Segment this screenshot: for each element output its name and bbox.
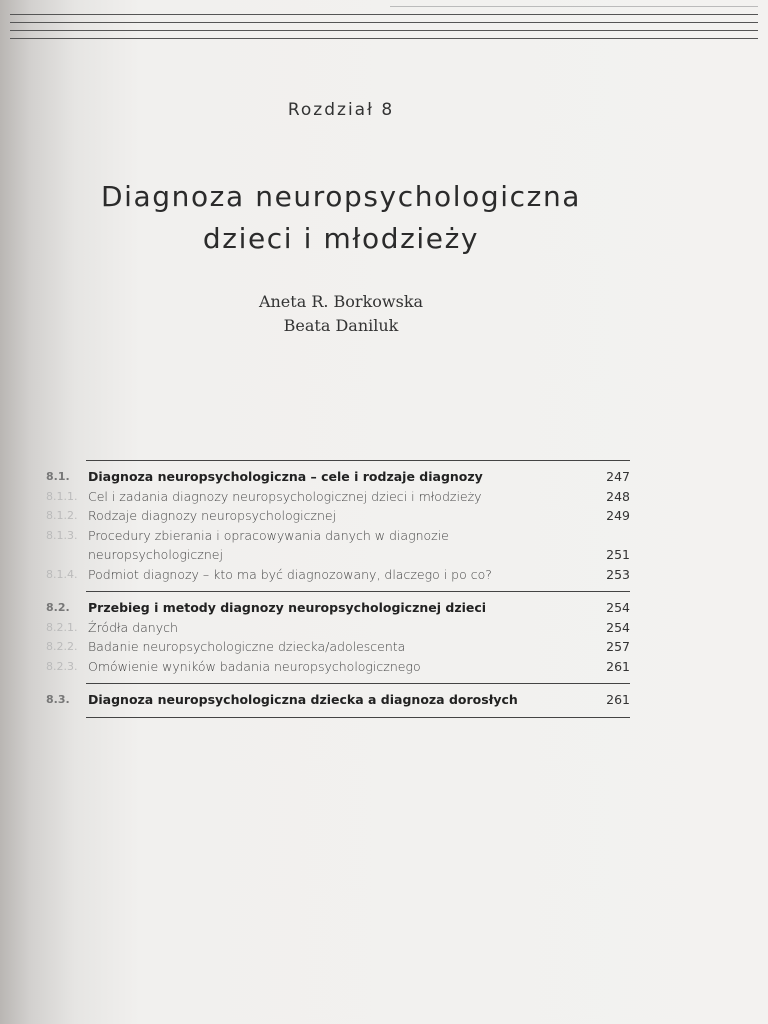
- toc-subentry[interactable]: [46, 506, 630, 526]
- chapter-title-line-2: dzieci i młodzieży: [202, 222, 480, 255]
- subsection-title: Badanie neuropsychologiczne dziecka/adolescenta: [88, 639, 406, 654]
- toc-entry[interactable]: [46, 598, 630, 618]
- chapter-title: [0, 176, 682, 260]
- chapter-title-line-1: Diagnoza neuropsychologiczna: [100, 180, 582, 213]
- toc-entry[interactable]: [46, 467, 630, 487]
- page-number: 257: [606, 639, 630, 654]
- section-number: 8.1.: [46, 470, 70, 483]
- subsection-number: 8.1.2.: [46, 509, 78, 522]
- toc-subentry[interactable]: [46, 487, 630, 507]
- table-of-contents: [46, 460, 630, 718]
- subsection-title: Rodzaje diagnozy neuropsychologicznej: [88, 508, 337, 523]
- subsection-number: 8.1.4.: [46, 567, 78, 581]
- page-number: 254: [606, 600, 630, 615]
- authors: [0, 290, 682, 338]
- page-number: 254: [606, 619, 630, 635]
- subsection-title-line-1: Procedury zbierania i opracowywania danych w diagnozie: [88, 527, 449, 543]
- page-number: 251: [606, 547, 630, 562]
- toc-section-8-3: [46, 684, 630, 717]
- subsection-number: 8.2.2.: [46, 640, 78, 653]
- subsection-title: Omówienie wyników badania neuropsychologicznego: [88, 658, 421, 674]
- toc-entry[interactable]: [46, 690, 630, 710]
- toc-subentry[interactable]: [46, 657, 630, 677]
- subsection-title: Źródła danych: [88, 619, 178, 635]
- section-number: 8.2.: [46, 601, 70, 614]
- subsection-number: 8.1.1.: [46, 489, 78, 503]
- section-title: Przebieg i metody diagnozy neuropsychologicznej dzieci: [88, 600, 487, 615]
- page-number: 247: [606, 469, 630, 484]
- subsection-title: [88, 526, 590, 565]
- subsection-number: 8.1.3.: [46, 528, 78, 542]
- section-title: Diagnoza neuropsychologiczna dziecka a diagnoza dorosłych: [88, 692, 518, 707]
- subsection-title-line-2: neuropsychologicznej: [88, 547, 223, 562]
- author-2: Beata Daniluk: [283, 316, 399, 335]
- page-number: 261: [606, 658, 630, 674]
- subsection-number: 8.2.3.: [46, 659, 78, 673]
- section-title: Diagnoza neuropsychologiczna – cele i rodzaje diagnozy: [88, 469, 483, 484]
- toc-subentry[interactable]: [46, 526, 630, 565]
- page-number: 253: [606, 566, 630, 582]
- section-number: 8.3.: [46, 693, 70, 706]
- toc-section-8-1: [46, 461, 630, 591]
- subsection-title: Cel i zadania diagnozy neuropsychologicznej dzieci i młodzieży: [88, 488, 482, 504]
- header-rules: [10, 6, 758, 40]
- toc-subentry[interactable]: [46, 565, 630, 585]
- toc-subentry[interactable]: [46, 618, 630, 638]
- toc-divider: [86, 717, 630, 718]
- page-number: 249: [606, 508, 630, 523]
- author-1: Aneta R. Borkowska: [258, 292, 424, 311]
- page-number: 261: [606, 692, 630, 707]
- subsection-number: 8.2.1.: [46, 620, 78, 634]
- toc-subentry[interactable]: [46, 637, 630, 657]
- chapter-label: Rozdział 8: [287, 100, 395, 120]
- subsection-title: Podmiot diagnozy – kto ma być diagnozowany, dlaczego i po co?: [88, 566, 492, 582]
- page-number: 248: [606, 488, 630, 504]
- toc-section-8-2: [46, 592, 630, 683]
